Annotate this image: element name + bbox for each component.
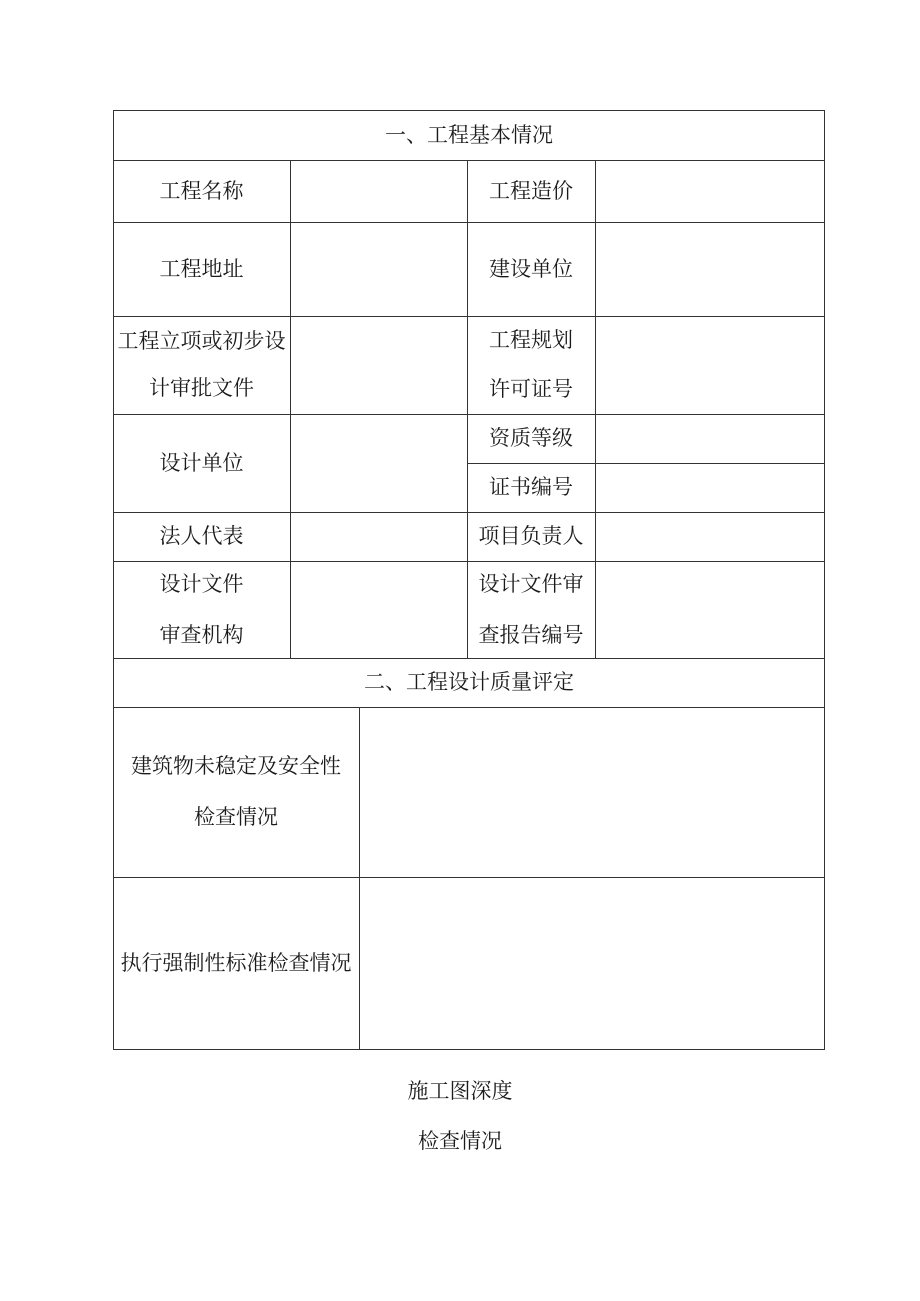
value-construction-unit[interactable] xyxy=(595,222,824,316)
value-stability-check[interactable] xyxy=(359,707,824,877)
label-review-org xyxy=(113,561,290,658)
inspection-status-label: 检查情况 xyxy=(418,1129,502,1153)
construction-drawing-depth-label: 施工图深度 xyxy=(407,1079,513,1103)
label-legal-rep: 法人代表 xyxy=(159,524,244,548)
label-review-org-line2: 审查机构 xyxy=(159,622,244,647)
label-design-unit: 设计单位 xyxy=(159,450,244,475)
label-review-report-no-line1: 设计文件审 xyxy=(478,571,584,596)
label-approval-doc xyxy=(113,316,290,414)
section1-title: 一、工程基本情况 xyxy=(385,122,553,147)
table-right-border xyxy=(824,110,825,1050)
value-qualification-grade[interactable] xyxy=(595,414,824,463)
label-review-report-no-line2: 查报告编号 xyxy=(478,622,584,647)
label-review-report-no xyxy=(467,561,595,658)
label-project-address: 工程地址 xyxy=(159,256,244,281)
label-mandatory-standards-check: 执行强制性标准检查情况 xyxy=(120,950,352,975)
label-project-lead: 项目负责人 xyxy=(478,524,584,548)
value-review-org[interactable] xyxy=(290,561,467,658)
value-certificate-no[interactable] xyxy=(595,463,824,512)
label-stability-check-line1: 建筑物未稳定及安全性 xyxy=(131,754,341,778)
value-legal-rep[interactable] xyxy=(290,512,467,561)
value-project-cost[interactable] xyxy=(595,160,824,222)
value-project-name[interactable] xyxy=(290,160,467,222)
value-mandatory-standards-check[interactable] xyxy=(359,877,824,1049)
value-project-address[interactable] xyxy=(290,222,467,316)
table-bottom-border xyxy=(113,1049,825,1050)
label-qualification-grade: 资质等级 xyxy=(489,426,573,450)
value-project-lead[interactable] xyxy=(595,512,824,561)
value-planning-permit[interactable] xyxy=(595,316,824,414)
label-approval-doc-line1: 工程立项或初步设 xyxy=(117,329,286,353)
label-certificate-no: 证书编号 xyxy=(489,475,573,499)
label-planning-permit-line2: 许可证号 xyxy=(489,377,573,401)
label-planning-permit xyxy=(467,316,595,414)
label-stability-check-line2: 检查情况 xyxy=(194,805,278,829)
label-construction-unit: 建设单位 xyxy=(489,256,573,281)
label-project-name: 工程名称 xyxy=(159,178,244,203)
label-review-org-line1: 设计文件 xyxy=(159,571,244,596)
value-design-unit[interactable] xyxy=(290,414,467,512)
label-stability-check xyxy=(113,707,359,877)
label-planning-permit-line1: 工程规划 xyxy=(489,328,573,352)
value-approval-doc[interactable] xyxy=(290,316,467,414)
label-project-cost: 工程造价 xyxy=(489,178,573,203)
value-review-report-no[interactable] xyxy=(595,561,824,658)
section2-title: 二、工程设计质量评定 xyxy=(364,670,574,694)
label-approval-doc-line2: 计审批文件 xyxy=(149,376,254,400)
